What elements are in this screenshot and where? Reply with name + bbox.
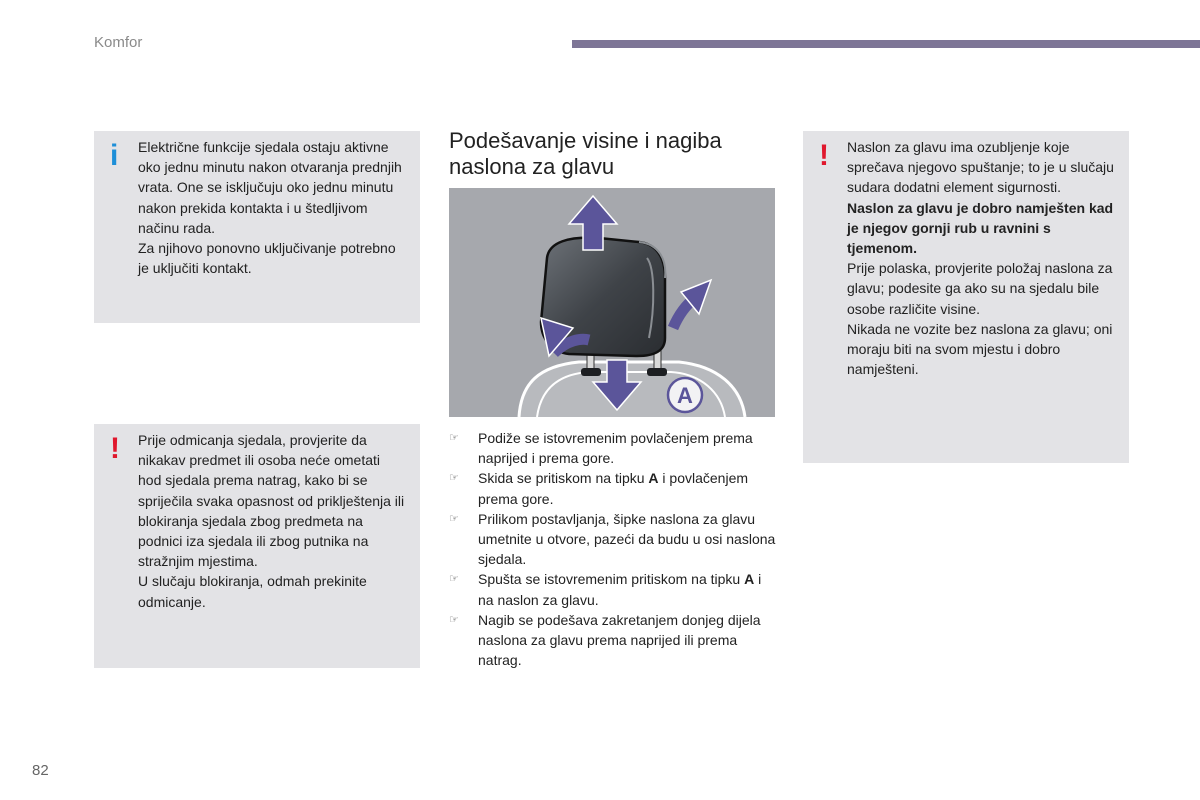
list-item xyxy=(449,509,779,570)
list-item-text: Spušta se istovremenim pritiskom na tipku xyxy=(478,571,745,588)
warning-box-left-text xyxy=(138,430,406,612)
list-item-text: Nagib se podešava zakretanjem donjeg dijela naslona za glavu prema naprijed ili prema natrag. xyxy=(478,611,761,669)
page-number: 82 xyxy=(32,762,49,779)
section-title: Komfor xyxy=(94,34,143,51)
heading-line: Podešavanje visine i nagiba xyxy=(449,128,722,153)
arrow-tilt-back-icon xyxy=(673,280,711,328)
warning-box-right-text xyxy=(847,137,1115,379)
info-paragraph: Za njihovo ponovno uključivanje potrebno je uključiti kontakt. xyxy=(138,240,396,277)
warning-paragraph: Prije odmicanja sjedala, provjerite da nikakav predmet ili osoba neće ometati hod sjedala prema natrag, kako bi se spriječila svaka opasnost od priklještenja ili blokiranja sjedala zbog predmeta na podnici iza sjedala ili zbog putnika na stražnjim mjestima. xyxy=(138,432,405,570)
button-a-label xyxy=(668,378,702,412)
headrest-drawing xyxy=(449,188,775,417)
pointing-hand-icon: ☞ xyxy=(449,613,459,626)
info-paragraph: Električne funkcije sjedala ostaju aktivne oko jednu minutu nakon otvaranja prednjih vrata. One se isključuju oko jednu minutu nakon prekida kontakta i u štedljivom načinu rada. xyxy=(138,139,402,236)
list-item-text: i na naslon za glavu. xyxy=(478,571,762,608)
info-box-text xyxy=(138,137,406,278)
list-item xyxy=(449,428,779,468)
warning-box-left xyxy=(94,424,420,668)
list-item-text: i povlačenjem prema gore. xyxy=(478,470,749,507)
list-item xyxy=(449,468,779,508)
warning-icon: ! xyxy=(110,432,120,465)
section-heading xyxy=(449,128,789,180)
headrest-illustration xyxy=(449,188,775,417)
warning-paragraph: U slučaju blokiranja, odmah prekinite odmicanje. xyxy=(138,573,367,610)
pointing-hand-icon: ☞ xyxy=(449,472,459,485)
warning-icon: ! xyxy=(819,139,829,172)
warning-paragraph: Naslon za glavu ima ozubljenje koje sprečava njegovo spuštanje; to je u slučaju sudara dodatni element sigurnosti. xyxy=(847,139,1114,196)
warning-box-right xyxy=(803,131,1129,463)
list-item-text: Prilikom postavljanja, šipke naslona za glavu umetnite u otvore, pazeći da budu u osi naslona sjedala. xyxy=(478,510,776,568)
list-item-text: Skida se pritiskom na tipku xyxy=(478,470,649,487)
pointing-hand-icon: ☞ xyxy=(449,512,459,525)
svg-text:A: A xyxy=(677,383,693,408)
info-box xyxy=(94,131,420,323)
button-reference: A xyxy=(744,571,755,588)
info-icon: i xyxy=(110,139,119,172)
list-item xyxy=(449,569,779,609)
warning-paragraph: Prije polaska, provjerite položaj naslona za glavu; podesite ga ako su na sjedalu bile osobe različite visine. xyxy=(847,260,1113,317)
pointing-hand-icon: ☞ xyxy=(449,432,459,444)
heading-line: naslona za glavu xyxy=(449,154,615,179)
list-item xyxy=(449,610,779,671)
button-reference: A xyxy=(648,470,659,487)
warning-paragraph-bold: Naslon za glavu je dobro namješten kad je njegov gornji rub u ravnini s tjemenom. xyxy=(847,199,1114,257)
header-bar xyxy=(572,40,1200,48)
pointing-hand-icon: ☞ xyxy=(449,573,459,586)
list-item-text: Podiže se istovremenim povlačenjem prema naprijed i prema gore. xyxy=(478,430,753,467)
instruction-list xyxy=(449,428,779,670)
warning-paragraph: Nikada ne vozite bez naslona za glavu; oni moraju biti na svom mjestu i dobro namješteni. xyxy=(847,320,1113,378)
